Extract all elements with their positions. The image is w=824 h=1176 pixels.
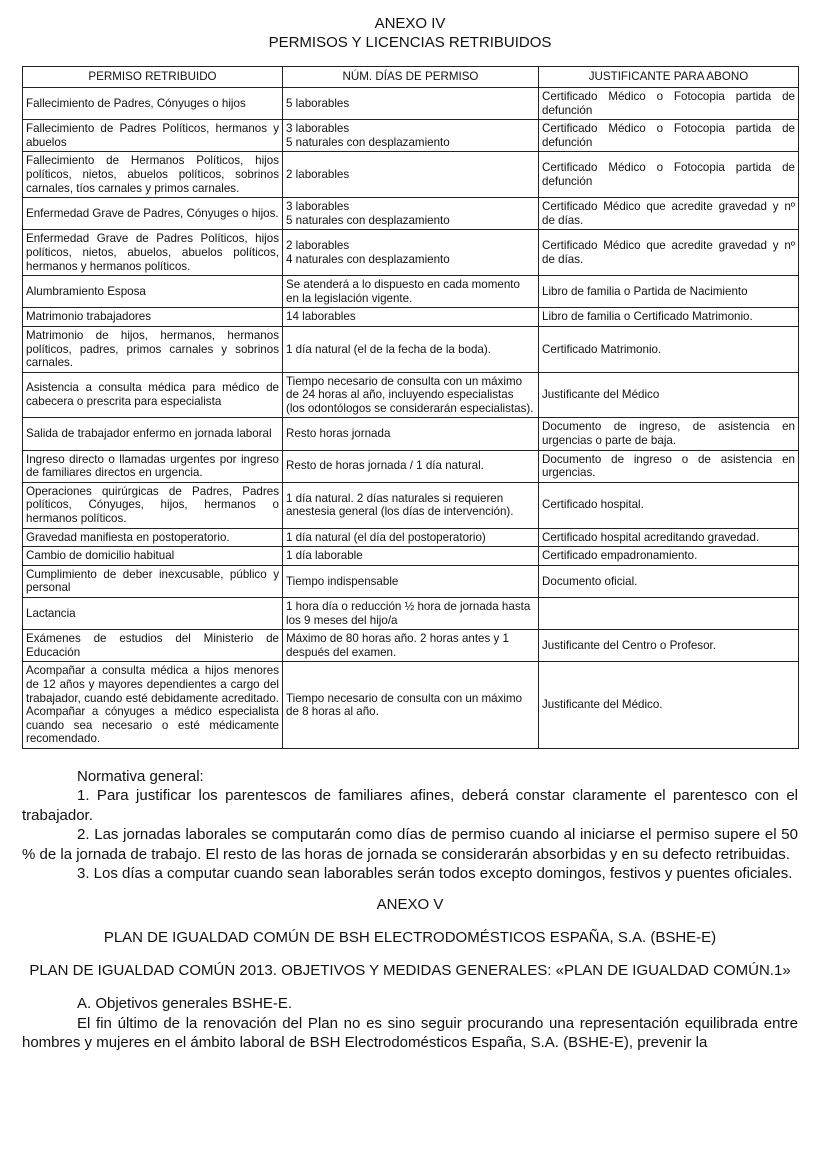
dias-line: Máximo de 80 horas año. 2 horas antes y 1 después del examen. xyxy=(286,632,509,659)
table-row xyxy=(23,418,799,450)
dias-line: 3 laborables xyxy=(286,122,350,136)
column-header-justificante: JUSTIFICANTE PARA ABONO xyxy=(539,67,799,88)
column-header-dias: NÚM. DÍAS DE PERMISO xyxy=(283,67,539,88)
cell-justificante: Certificado hospital acreditando gravedad. xyxy=(539,528,799,547)
table-row xyxy=(23,565,799,597)
cell-dias xyxy=(283,482,539,528)
cell-permiso: Ingreso directo o llamadas urgentes por ingreso de familiares directos en urgencia. xyxy=(23,450,283,482)
cell-dias xyxy=(283,230,539,276)
normativa-heading: Normativa general: xyxy=(77,767,204,785)
table-row xyxy=(23,88,799,120)
cell-permiso: Cumplimiento de deber inexcusable, público y personal xyxy=(23,565,283,597)
cell-permiso: Matrimonio de hijos, hermanos, hermanos políticos, padres, primos carnales y sobrinos carnales. xyxy=(23,326,283,372)
cell-justificante: Documento de ingreso o de asistencia en urgencias. xyxy=(539,450,799,482)
dias-line: Tiempo necesario de consulta con un máximo de 24 horas al año, incluyendo especialistas (los odontólogos se considerarán especialistas). xyxy=(286,374,534,415)
dias-line: 2 laborables xyxy=(286,167,350,181)
cell-permiso: Fallecimiento de Padres, Cónyuges o hijos xyxy=(23,88,283,120)
table-row xyxy=(23,230,799,276)
cell-justificante: Certificado Médico o Fotocopia partida de defunción xyxy=(539,88,799,120)
cell-permiso: Acompañar a consulta médica a hijos menores de 12 años y mayores dependientes a cargo del trabajador, cuando esté debidamente acreditado. Acompañar a cónyuges a médico especialista cuando sea necesario o esté médicamente recomendado. xyxy=(23,662,283,749)
table-row xyxy=(23,326,799,372)
dias-line: Resto de horas jornada / 1 día natural. xyxy=(286,459,484,473)
table-row xyxy=(23,372,799,418)
annex-iv-title: ANEXO IV xyxy=(374,15,446,32)
dias-line: 5 naturales con desplazamiento xyxy=(286,135,450,149)
cell-justificante: Certificado Médico o Fotocopia partida de defunción xyxy=(539,120,799,152)
table-row xyxy=(23,598,799,630)
cell-permiso: Salida de trabajador enfermo en jornada laboral xyxy=(23,418,283,450)
cell-dias xyxy=(283,528,539,547)
cell-permiso: Asistencia a consulta médica para médico de cabecera o prescrita para especialista xyxy=(23,372,283,418)
cell-dias xyxy=(283,152,539,198)
column-header-permiso: PERMISO RETRIBUIDO xyxy=(23,67,283,88)
document-page xyxy=(22,14,798,1053)
section-heading: A. Objetivos generales BSHE-E. xyxy=(77,995,293,1013)
intro-paragraph: El fin último de la renovación del Plan no es sino seguir procurando una representación equilibrada entre hombres y mujeres en el ámbito laboral de BSH Electrodomésticos España, S.A. (BSHE-E), prevenir la xyxy=(22,1014,798,1052)
table-row xyxy=(23,198,799,230)
cell-dias xyxy=(283,308,539,327)
table-row xyxy=(23,308,799,327)
dias-line: 3 laborables xyxy=(286,200,350,214)
cell-dias xyxy=(283,120,539,152)
table-row xyxy=(23,662,799,749)
table-row xyxy=(23,276,799,308)
cell-dias xyxy=(283,418,539,450)
cell-dias xyxy=(283,88,539,120)
dias-line: 1 día laborable xyxy=(286,549,363,563)
cell-permiso: Matrimonio trabajadores xyxy=(23,308,283,327)
cell-permiso: Exámenes de estudios del Ministerio de Educación xyxy=(23,630,283,662)
cell-justificante: Certificado Médico que acredite gravedad y nº de días. xyxy=(539,230,799,276)
dias-line: Se atenderá a lo dispuesto en cada momento en la legislación vigente. xyxy=(286,278,520,305)
table-row xyxy=(23,630,799,662)
dias-line: 5 naturales con desplazamiento xyxy=(286,213,450,227)
cell-dias xyxy=(283,372,539,418)
cell-justificante: Libro de familia o Partida de Nacimiento xyxy=(539,276,799,308)
cell-justificante: Documento de ingreso, de asistencia en urgencias o parte de baja. xyxy=(539,418,799,450)
cell-dias xyxy=(283,662,539,749)
dias-line: 1 hora día o reducción ½ hora de jornada hasta los 9 meses del hijo/a xyxy=(286,600,531,627)
cell-justificante: Justificante del Médico. xyxy=(539,662,799,749)
plan-subtitle: PLAN DE IGUALDAD COMÚN 2013. OBJETIVOS Y MEDIDAS GENERALES: «PLAN DE IGUALDAD COMÚN.1» xyxy=(29,962,791,980)
cell-justificante: Certificado Matrimonio. xyxy=(539,326,799,372)
normativa-item-2: 2. Las jornadas laborales se computarán como días de permiso cuando al iniciarse el permiso supere el 50 % de la jornada de trabajo. El resto de las horas de jornada se considerarán absorbidas y en su defecto retribuidas. xyxy=(22,826,798,863)
dias-line: 1 día natural (el de la fecha de la boda). xyxy=(286,342,491,356)
dias-line: Resto horas jornada xyxy=(286,427,391,441)
dias-line: Tiempo indispensable xyxy=(286,574,399,588)
cell-permiso: Enfermedad Grave de Padres Políticos, hijos políticos, nietos, abuelos, abuelos políticos, hermanos y hermanos políticos. xyxy=(23,230,283,276)
cell-justificante: Libro de familia o Certificado Matrimonio. xyxy=(539,308,799,327)
cell-dias xyxy=(283,450,539,482)
permissions-table xyxy=(22,66,799,749)
dias-line: 2 laborables xyxy=(286,239,350,253)
cell-permiso: Alumbramiento Esposa xyxy=(23,276,283,308)
cell-justificante: Justificante del Centro o Profesor. xyxy=(539,630,799,662)
annex-v-section xyxy=(22,895,798,1052)
cell-justificante: Documento oficial. xyxy=(539,565,799,597)
cell-permiso: Gravedad manifiesta en postoperatorio. xyxy=(23,528,283,547)
cell-dias xyxy=(283,547,539,566)
dias-line: 1 día natural (el día del postoperatorio) xyxy=(286,530,486,544)
cell-permiso: Fallecimiento de Hermanos Políticos, hijos políticos, nietos, abuelos políticos, sobrinos carnales, tíos carnales y primos carnales. xyxy=(23,152,283,198)
table-row xyxy=(23,482,799,528)
normativa-item-1: 1. Para justificar los parentescos de familiares afines, deberá constar claramente el parentesco con el trabajador. xyxy=(22,787,798,824)
plan-title: PLAN DE IGUALDAD COMÚN DE BSH ELECTRODOMÉSTICOS ESPAÑA, S.A. (BSHE-E) xyxy=(103,929,717,947)
cell-dias xyxy=(283,598,539,630)
dias-line: 5 laborables xyxy=(286,96,350,110)
dias-line: 4 naturales con desplazamiento xyxy=(286,252,450,266)
annex-v-title: ANEXO V xyxy=(376,896,444,914)
dias-line: Tiempo necesario de consulta con un máximo de 8 horas al año. xyxy=(286,691,523,719)
cell-justificante xyxy=(539,598,799,630)
cell-permiso: Operaciones quirúrgicas de Padres, Padres políticos, Cónyuges, hijos, hermanos o hermanos políticos. xyxy=(23,482,283,528)
annex-iv-subtitle: PERMISOS Y LICENCIAS RETRIBUIDOS xyxy=(268,34,552,51)
cell-justificante: Certificado Médico que acredite gravedad y nº de días. xyxy=(539,198,799,230)
table-row xyxy=(23,120,799,152)
cell-dias xyxy=(283,276,539,308)
cell-justificante: Justificante del Médico xyxy=(539,372,799,418)
table-row xyxy=(23,152,799,198)
table-row xyxy=(23,547,799,566)
cell-justificante: Certificado empadronamiento. xyxy=(539,547,799,566)
table-row xyxy=(23,450,799,482)
table-row xyxy=(23,528,799,547)
cell-justificante: Certificado Médico o Fotocopia partida de defunción xyxy=(539,152,799,198)
normativa-item-3: 3. Los días a computar cuando sean laborables serán todos excepto domingos, festivos y puentes oficiales. xyxy=(77,864,793,882)
cell-permiso: Fallecimiento de Padres Políticos, hermanos y abuelos xyxy=(23,120,283,152)
table-header-row xyxy=(23,67,799,88)
cell-dias xyxy=(283,565,539,597)
cell-permiso: Cambio de domicilio habitual xyxy=(23,547,283,566)
permissions-table-body xyxy=(23,88,799,749)
cell-permiso: Enfermedad Grave de Padres, Cónyuges o hijos. xyxy=(23,198,283,230)
cell-dias xyxy=(283,326,539,372)
dias-line: 14 laborables xyxy=(286,310,356,324)
cell-dias xyxy=(283,198,539,230)
normativa-general xyxy=(22,767,798,883)
dias-line: 1 día natural. 2 días naturales si requieren anestesia general (los días de intervención). xyxy=(286,491,514,519)
cell-justificante: Certificado hospital. xyxy=(539,482,799,528)
cell-permiso: Lactancia xyxy=(23,598,283,630)
cell-dias xyxy=(283,630,539,662)
